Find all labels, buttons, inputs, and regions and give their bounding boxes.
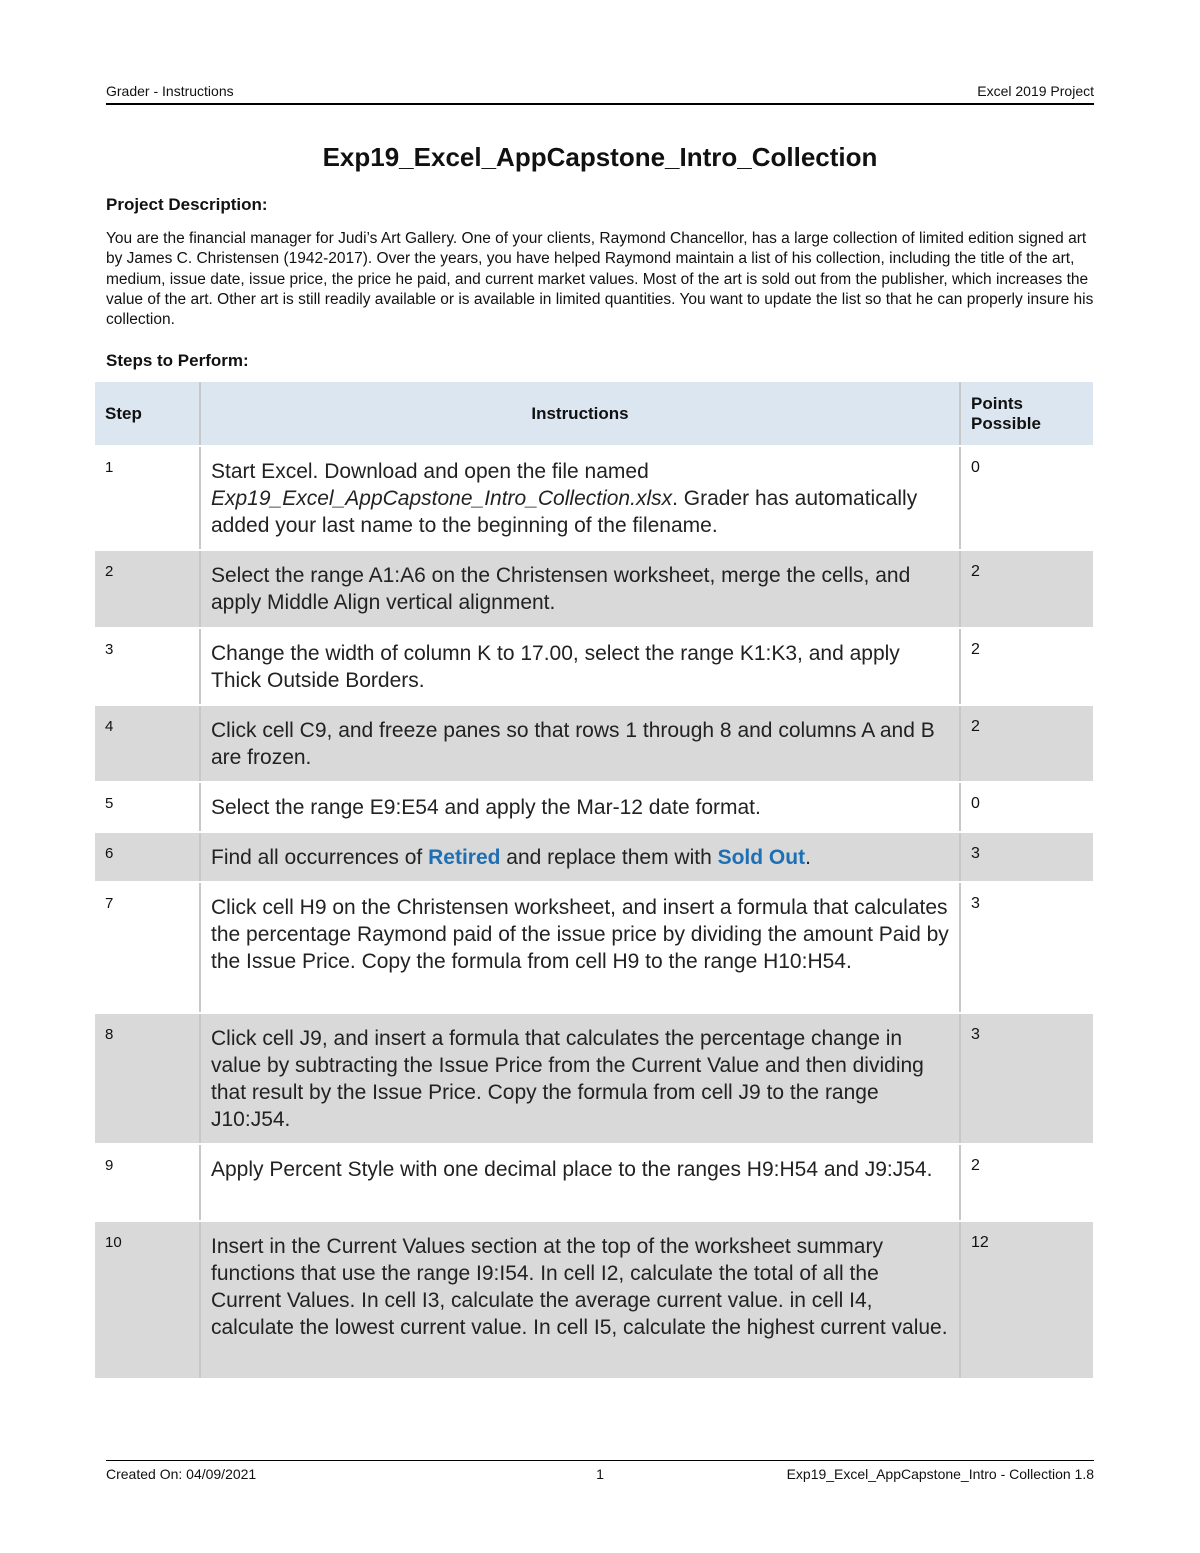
- step-instruction: Start Excel. Download and open the file named Exp19_Excel_AppCapstone_Intro_Collection.xlsx. Grader has automatically added your last name to the beginning of the filename.: [211, 460, 918, 537]
- step-number: 2: [105, 563, 114, 580]
- step-points: 2: [971, 641, 980, 658]
- page-footer: [106, 1460, 1094, 1483]
- step-number: 8: [105, 1026, 114, 1043]
- header-left-text: Grader - Instructions: [106, 83, 234, 99]
- step-number: 10: [105, 1234, 122, 1251]
- table-row: [95, 550, 1093, 628]
- table-row: [95, 446, 1093, 550]
- step-instruction: Apply Percent Style with one decimal place to the ranges H9:H54 and J9:J54.: [211, 1158, 933, 1181]
- step-instruction: Click cell J9, and insert a formula that calculates the percentage change in value by subtracting the Issue Price from the Current Value and then dividing that result by the Issue Price. Copy the formula from cell J9 to the range J10:J54.: [211, 1027, 924, 1131]
- header-instructions: Instructions: [200, 382, 960, 446]
- header-points-possible: Points Possible: [960, 382, 1093, 446]
- document-title: Exp19_Excel_AppCapstone_Intro_Collection: [322, 142, 878, 172]
- table-row: [95, 882, 1093, 1013]
- table-header-row: [95, 382, 1093, 446]
- step-points: 3: [971, 845, 980, 862]
- table-row: [95, 628, 1093, 705]
- step-number: 6: [105, 845, 114, 862]
- steps-table: [95, 382, 1093, 1380]
- step-points: 0: [971, 459, 980, 476]
- project-description-heading: Project Description:: [106, 195, 268, 214]
- step-number: 1: [105, 459, 114, 476]
- step-instruction: Select the range E9:E54 and apply the Mar-12 date format.: [211, 796, 761, 819]
- header-step: Step: [95, 382, 200, 446]
- step-points: 0: [971, 795, 980, 812]
- table-row: [95, 1221, 1093, 1379]
- step-number: 3: [105, 641, 114, 658]
- step-number: 7: [105, 895, 114, 912]
- step-instruction: Insert in the Current Values section at the top of the worksheet summary functions that use the range I9:I54. In cell I2, calculate the total of all the Current Values. In cell I3, calculate the average current value. in cell I4, calculate the lowest current value. In cell I5, calculate the highest current value.: [211, 1235, 948, 1339]
- step-instruction: Change the width of column K to 17.00, select the range K1:K3, and apply Thick Outside Borders.: [211, 642, 900, 692]
- keyword-sold-out: Sold Out: [717, 846, 806, 869]
- footer-page-number: 1: [596, 1466, 604, 1482]
- steps-heading: Steps to Perform:: [106, 351, 249, 370]
- step-points: 12: [971, 1234, 989, 1251]
- table-row: [95, 1013, 1093, 1144]
- step-points: 3: [971, 1026, 980, 1043]
- table-row: [95, 832, 1093, 882]
- page-header: [106, 83, 1094, 105]
- step-number: 5: [105, 795, 114, 812]
- step-instruction: Find all occurrences of Retired and replace them with Sold Out.: [211, 846, 811, 869]
- step-points: 2: [971, 718, 980, 735]
- header-right-text: Excel 2019 Project: [977, 83, 1094, 99]
- filename: Exp19_Excel_AppCapstone_Intro_Collection.xlsx: [211, 487, 673, 510]
- keyword-retired: Retired: [428, 846, 501, 869]
- footer-document-id: Exp19_Excel_AppCapstone_Intro - Collection 1.8: [786, 1466, 1094, 1482]
- table-row: [95, 782, 1093, 832]
- table-row: [95, 705, 1093, 782]
- step-points: 2: [971, 563, 980, 580]
- step-instruction: Click cell H9 on the Christensen worksheet, and insert a formula that calculates the percentage Raymond paid of the issue price by dividing the amount Paid by the Issue Price. Copy the formula from cell H9 to the range H10:H54.: [211, 896, 949, 973]
- step-number: 4: [105, 718, 114, 735]
- step-instruction: Select the range A1:A6 on the Christensen worksheet, merge the cells, and apply Middle Align vertical alignment.: [211, 564, 911, 614]
- table-row: [95, 1144, 1093, 1221]
- step-instruction: Click cell C9, and freeze panes so that rows 1 through 8 and columns A and B are frozen.: [211, 719, 935, 769]
- project-description-text: You are the financial manager for Judi’s Art Gallery. One of your clients, Raymond Chancellor, has a large collection of limited edition signed art by James C. Christensen (1942-2017). Over the years, you have helped Raymond maintain a list of his collection, including the title of the art, medium, issue date, issue price, the price he paid, and current market values. Most of the art is sold out from the publisher, which increases the value of the art. Other art is still readily available or is available in limited quantities. You want to update the list so that he can properly insure his collection.: [106, 230, 1094, 329]
- step-points: 3: [971, 895, 980, 912]
- step-number: 9: [105, 1157, 114, 1174]
- footer-created-on: Created On: 04/09/2021: [106, 1466, 257, 1482]
- step-points: 2: [971, 1157, 980, 1174]
